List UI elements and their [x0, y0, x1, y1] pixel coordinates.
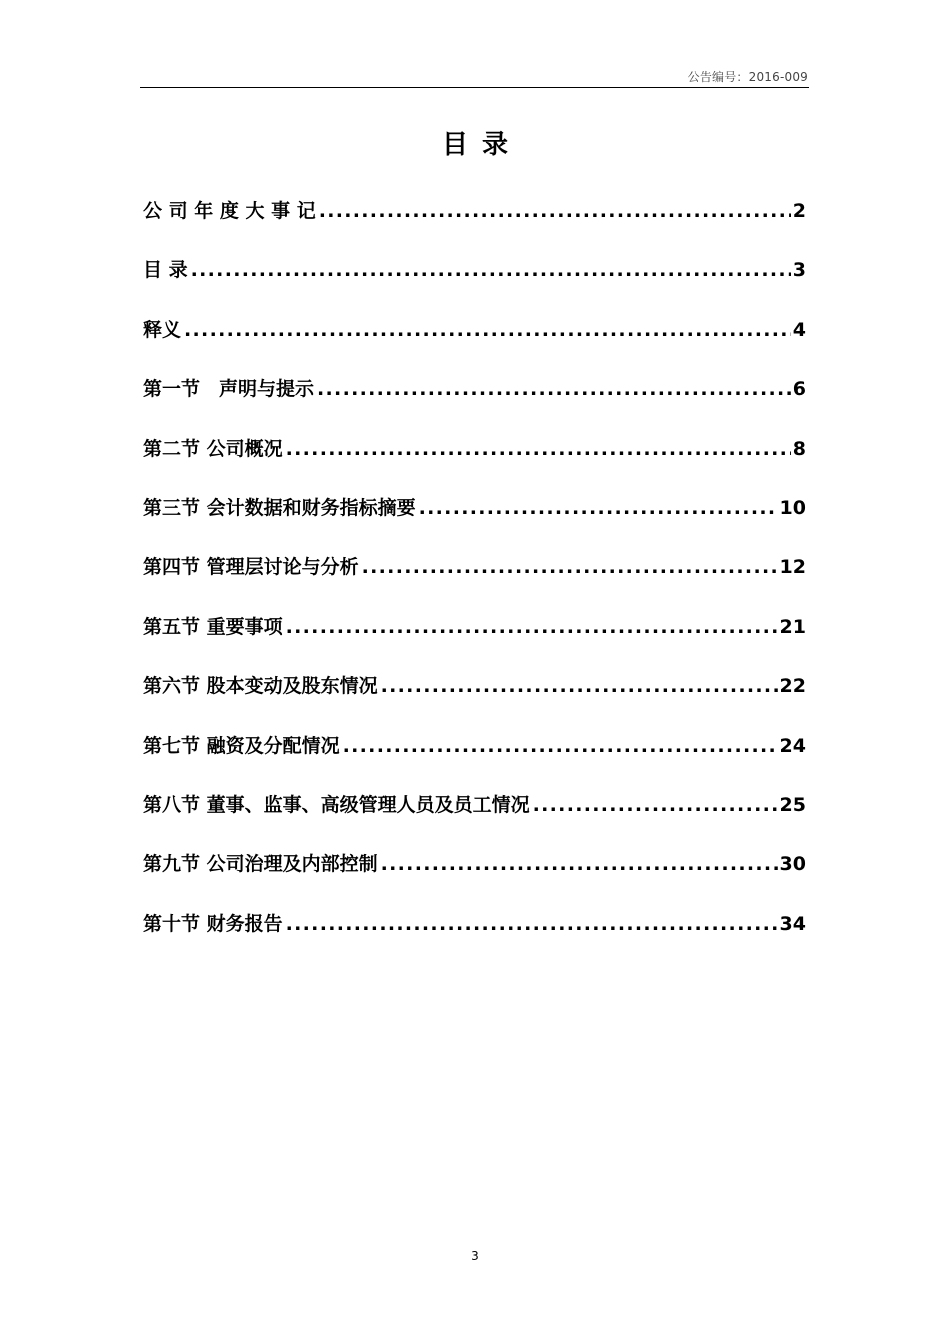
toc-entry-contents[interactable] — [143, 255, 806, 314]
toc-leader — [381, 853, 778, 875]
toc-entry-milestones[interactable] — [143, 196, 806, 255]
toc-leader — [381, 675, 778, 697]
announcement-number: 公告编号：2016-009 — [687, 70, 808, 84]
toc-page-number: 21 — [779, 615, 806, 638]
toc-label: 第十节 财务报告 — [143, 912, 283, 935]
toc-page-number: 6 — [792, 378, 806, 401]
toc-page-number: 34 — [779, 912, 806, 935]
toc-entry-section-9[interactable] — [143, 849, 806, 908]
toc-leader — [286, 913, 778, 935]
toc-label: 第七节 融资及分配情况 — [143, 734, 340, 757]
toc-label: 第六节 股本变动及股东情况 — [143, 675, 378, 698]
toc-leader — [319, 200, 791, 222]
toc-entry-section-8[interactable] — [143, 790, 806, 849]
toc-leader — [317, 378, 791, 400]
toc-page-number: 22 — [779, 675, 806, 698]
page-number: 3 — [471, 1249, 479, 1263]
toc-leader — [191, 259, 791, 281]
toc-leader — [286, 616, 778, 638]
toc-leader — [362, 556, 778, 578]
toc-leader — [343, 735, 778, 757]
toc-page-number: 25 — [779, 793, 806, 816]
toc-page-number: 10 — [779, 496, 806, 519]
toc-page-number: 30 — [779, 853, 806, 876]
toc-label: 第九节 公司治理及内部控制 — [143, 853, 378, 876]
toc-label: 第三节 会计数据和财务指标摘要 — [143, 496, 416, 519]
toc-page-number: 24 — [779, 734, 806, 757]
toc-label: 释义 — [143, 318, 182, 341]
toc-entry-definitions[interactable] — [143, 315, 806, 374]
header-divider — [140, 87, 809, 88]
toc-entry-section-1[interactable] — [143, 374, 806, 433]
toc-leader — [419, 497, 778, 519]
toc-entry-section-6[interactable] — [143, 671, 806, 730]
toc-label: 第一节 声明与提示 — [143, 378, 315, 401]
toc-leader — [184, 319, 791, 341]
toc-entry-section-7[interactable] — [143, 731, 806, 790]
toc-label: 公 司 年 度 大 事 记 — [143, 200, 316, 222]
toc-entry-section-10[interactable] — [143, 909, 806, 968]
toc-entry-section-5[interactable] — [143, 612, 806, 671]
page-title: 目录 — [441, 130, 522, 160]
toc-entry-section-4[interactable] — [143, 552, 806, 611]
toc-label: 第四节 管理层讨论与分析 — [143, 556, 359, 579]
toc-page-number: 3 — [792, 259, 806, 282]
toc-label: 第八节 董事、监事、高级管理人员及员工情况 — [143, 793, 530, 816]
toc-page-number: 12 — [779, 556, 806, 579]
toc-page-number: 4 — [792, 318, 806, 341]
toc-label: 目 录 — [143, 259, 188, 282]
toc-page-number: 2 — [792, 200, 806, 222]
toc-entry-section-2[interactable] — [143, 434, 806, 493]
table-of-contents — [143, 196, 806, 968]
toc-label: 第五节 重要事项 — [143, 615, 283, 638]
toc-leader — [533, 794, 778, 816]
toc-label: 第二节 公司概况 — [143, 437, 283, 460]
toc-entry-section-3[interactable] — [143, 493, 806, 552]
toc-leader — [286, 438, 791, 460]
toc-page-number: 8 — [792, 437, 806, 460]
